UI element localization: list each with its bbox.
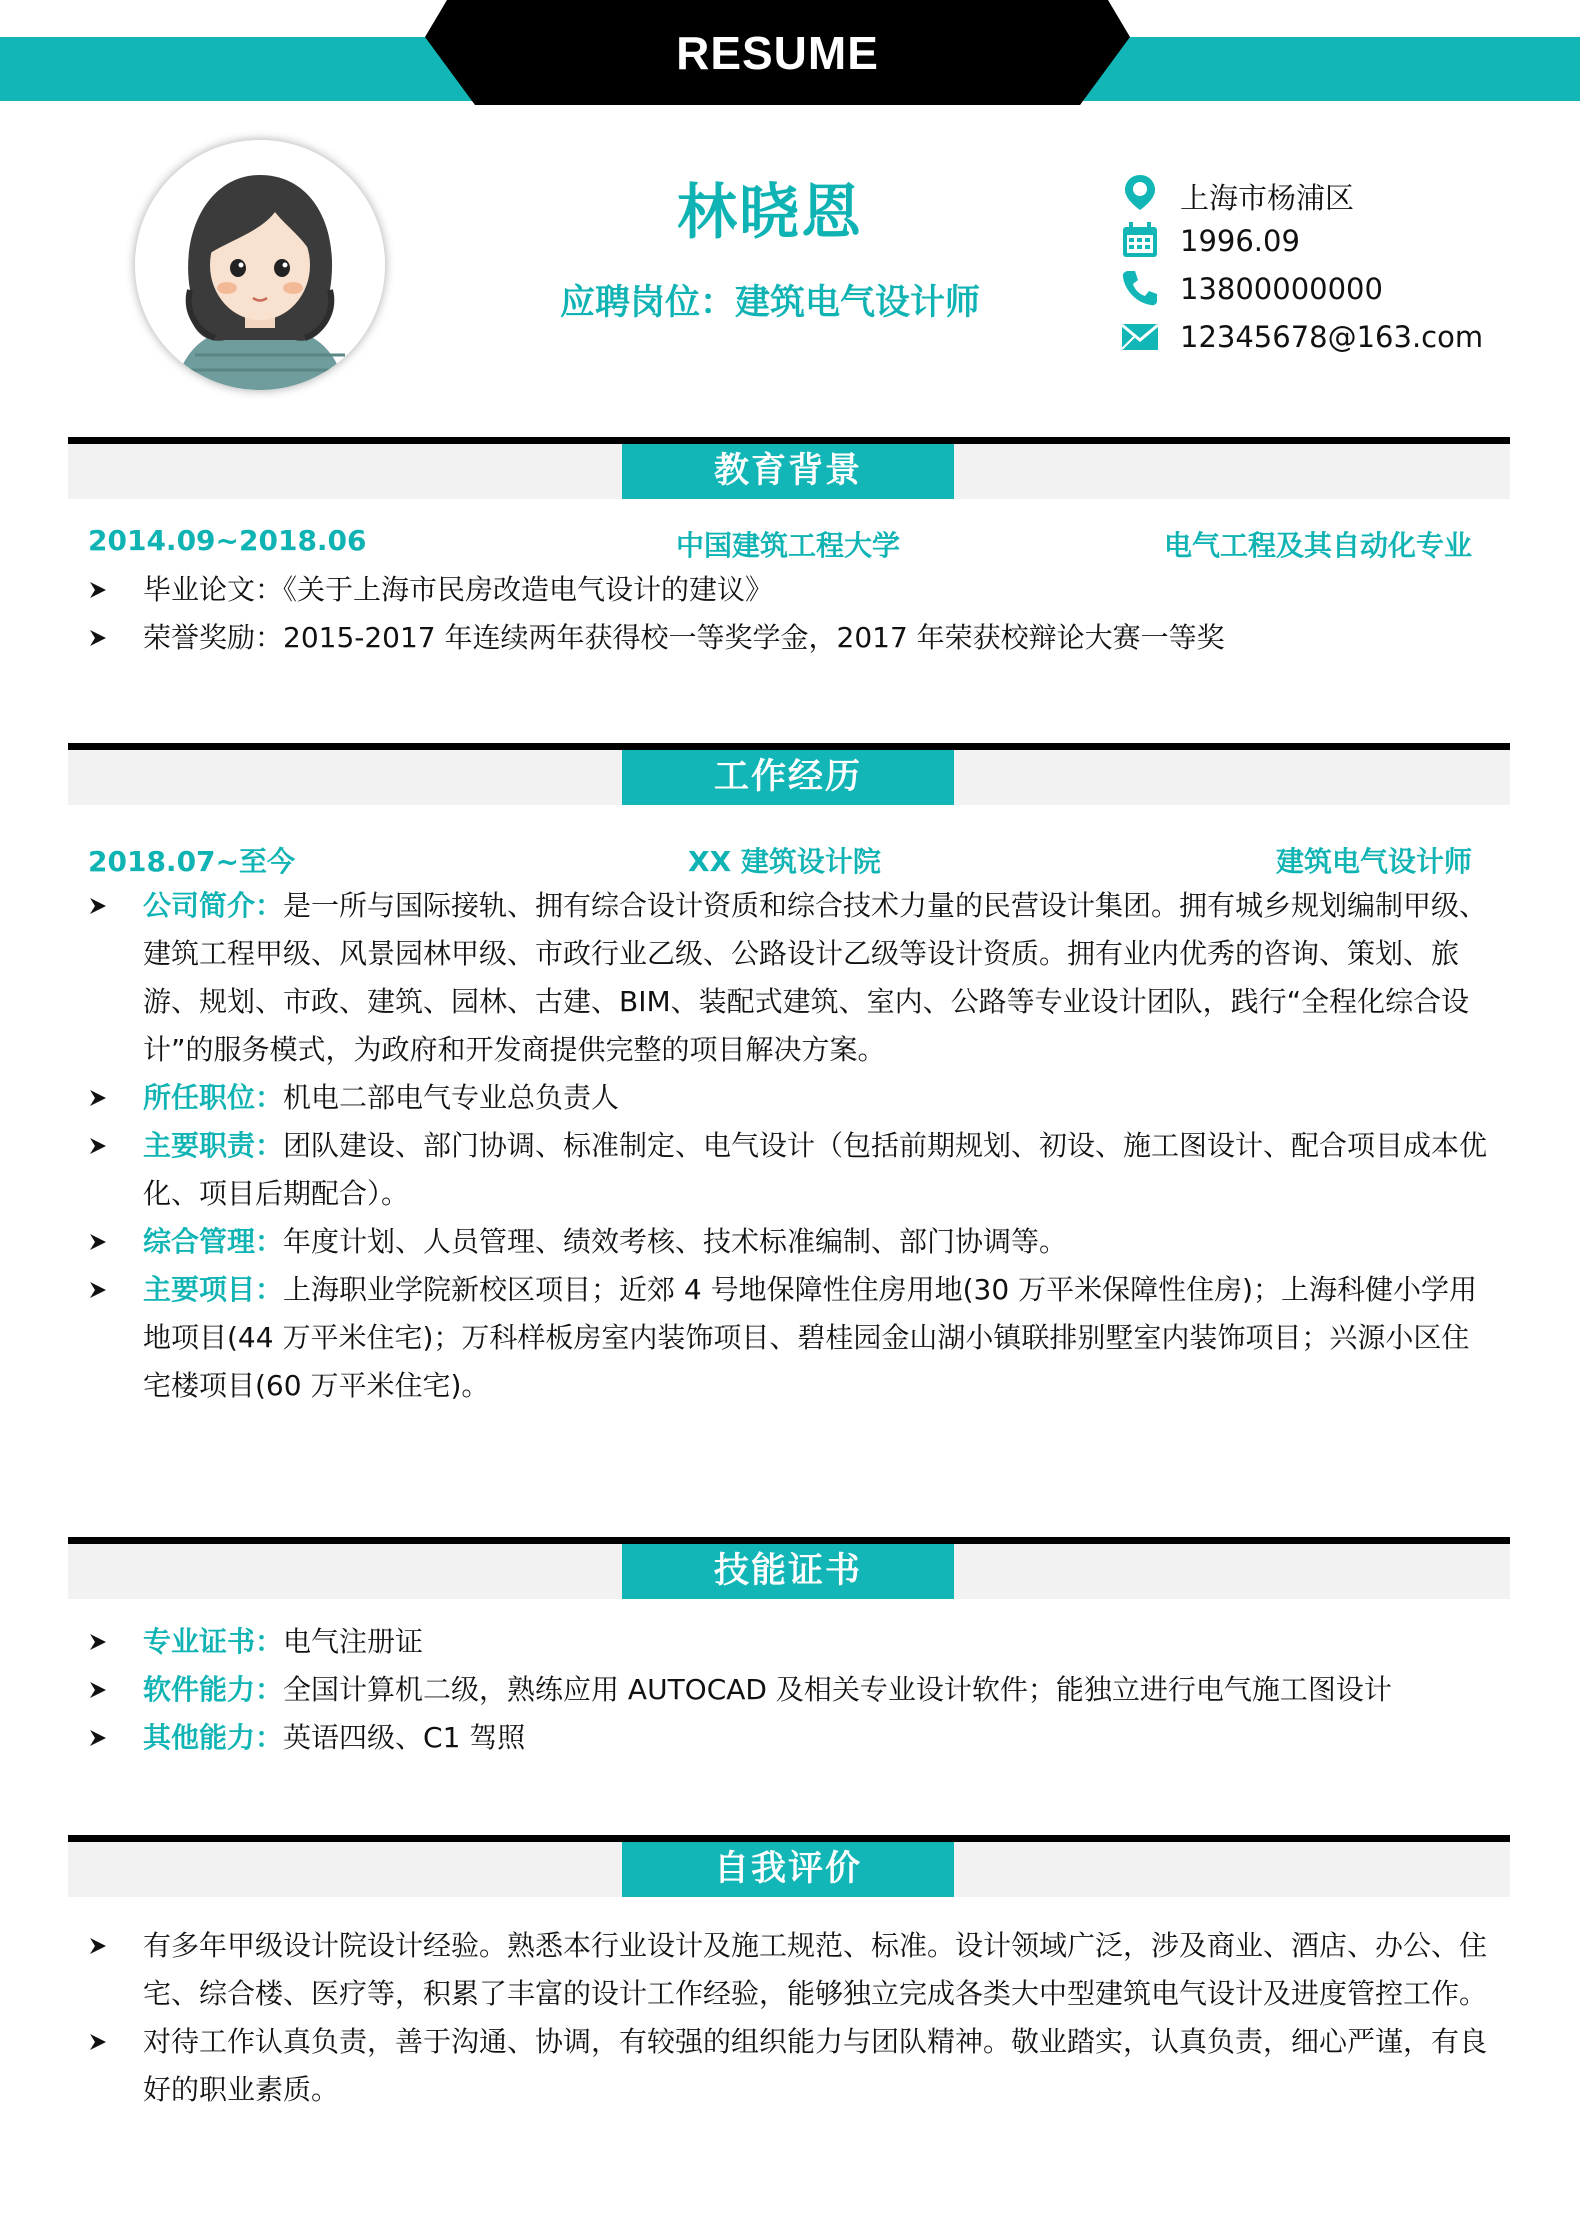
skills-item-key: 软件能力：: [143, 1673, 284, 1706]
self-list: [88, 1922, 1488, 2114]
work-item-text: 是一所与国际接轨、拥有综合设计资质和综合技术力量的民营设计集团。拥有城乡规划编制甲级、建筑工程甲级、风景园林甲级、市政行业乙级、公路设计乙级等设计资质。拥有业内优秀的咨询、策划、旅游、规划、市政、建筑、园林、古建、BIM、装配式建筑、室内、公路等专业设计团队，践行“全程化综合设计”的服务模式，为政府和开发商提供完整的项目解决方案。: [143, 889, 1488, 1066]
contact-email: [1120, 316, 1540, 356]
arrow-bullet-icon: [88, 1122, 118, 1170]
work-item-key: 所任职位：: [143, 1081, 284, 1114]
mail-icon: [1120, 316, 1160, 356]
contact-phone: [1120, 268, 1540, 308]
work-item-key: 主要项目：: [143, 1273, 284, 1306]
self-item-text: 有多年甲级设计院设计经验。熟悉本行业设计及施工规范、标准。设计领域广泛，涉及商业、酒店、办公、住宅、综合楼、医疗等，积累了丰富的设计工作经验，能够独立完成各类大中型建筑电气设计及进度管控工作。: [143, 1929, 1488, 2010]
work-item-duties: [88, 1122, 1488, 1218]
arrow-bullet-icon: [88, 1618, 118, 1666]
skills-item-text: 全国计算机二级，熟练应用 AUTOCAD 及相关专业设计软件；能独立进行电气施工图设计: [283, 1673, 1392, 1706]
skills-heading: 技能证书: [622, 1544, 954, 1599]
contact-birth: [1120, 220, 1540, 260]
education-major: 电气工程及其自动化专业: [1164, 529, 1473, 562]
location-pin-icon: [1120, 172, 1160, 212]
arrow-bullet-icon: [88, 1714, 118, 1762]
skills-item: [88, 1666, 1488, 1714]
candidate-name: 林晓恩: [677, 178, 863, 248]
work-item-key: 综合管理：: [143, 1225, 284, 1258]
self-rule: [68, 1835, 1510, 1842]
skills-item-text: 电气注册证: [283, 1625, 424, 1658]
arrow-bullet-icon: [88, 614, 118, 662]
work-item-text: 团队建设、部门协调、标准制定、电气设计（包括前期规划、初设、施工图设计、配合项目成本优化、项目后期配合）。: [143, 1129, 1488, 1210]
skills-item: [88, 1618, 1488, 1666]
work-company: XX 建筑设计院: [688, 845, 881, 878]
resume-title: RESUME: [676, 27, 879, 79]
work-item-text: 机电二部电气专业总负责人: [283, 1081, 620, 1114]
work-position: 建筑电气设计师: [1276, 845, 1473, 878]
work-item-management: [88, 1218, 1488, 1266]
contact-email-text: 12345678@163.com: [1180, 320, 1484, 354]
education-heading: 教育背景: [622, 444, 954, 499]
phone-icon: [1120, 268, 1160, 308]
work-item-company-intro: [88, 882, 1488, 1074]
avatar-illustration: [135, 140, 385, 390]
education-rule: [68, 437, 1510, 444]
skills-item-key: 专业证书：: [143, 1625, 284, 1658]
self-item-text: 对待工作认真负责，善于沟通、协调，有较强的组织能力与团队精神。敬业踏实，认真负责，细心严谨，有良好的职业素质。: [143, 2025, 1488, 2106]
work-heading: 工作经历: [622, 750, 954, 805]
self-heading: 自我评价: [622, 1842, 954, 1897]
work-item-text: 年度计划、人员管理、绩效考核、技术标准编制、部门协调等。: [283, 1225, 1068, 1258]
banner-title-plate: [425, 0, 1130, 105]
calendar-icon: [1120, 220, 1160, 260]
arrow-bullet-icon: [88, 1666, 118, 1714]
skills-item-key: 其他能力：: [143, 1721, 284, 1754]
self-item: [88, 2018, 1488, 2114]
arrow-bullet-icon: [88, 1922, 118, 1970]
work-list: [88, 882, 1488, 1410]
arrow-bullet-icon: [88, 1218, 118, 1266]
contact-location-text: 上海市杨浦区: [1180, 181, 1355, 215]
education-item-text: 毕业论文：《关于上海市民房改造电气设计的建议》: [143, 573, 774, 606]
work-item-key: 主要职责：: [143, 1129, 284, 1162]
work-item-text: 上海职业学院新校区项目；近郊 4 号地保障性住房用地(30 万平米保障性住房)；上海科健小学用地项目(44 万平米住宅)；万科样板房室内装饰项目、碧桂园金山湖小镇联排别墅室内装饰项目；兴源小区住宅楼项目(60 万平米住宅)。: [143, 1273, 1478, 1402]
education-list: [88, 566, 1488, 662]
work-item-key: 公司简介：: [143, 889, 284, 922]
work-item-role: [88, 1074, 1488, 1122]
arrow-bullet-icon: [88, 566, 118, 614]
education-school: 中国建筑工程大学: [676, 529, 901, 562]
job-target: 应聘岗位：建筑电气设计师: [559, 283, 980, 323]
skills-list: [88, 1618, 1488, 1762]
self-item: [88, 1922, 1488, 2018]
education-item: [88, 614, 1488, 662]
skills-item: [88, 1714, 1488, 1762]
work-item-projects: [88, 1266, 1488, 1410]
arrow-bullet-icon: [88, 1266, 118, 1314]
arrow-bullet-icon: [88, 882, 118, 930]
skills-rule: [68, 1537, 1510, 1544]
contact-birth-text: 1996.09: [1180, 224, 1300, 258]
education-period: 2014.09~2018.06: [88, 524, 367, 557]
arrow-bullet-icon: [88, 2018, 118, 2066]
education-item-text: 荣誉奖励：2015-2017 年连续两年获得校一等奖学金，2017 年荣获校辩论大赛一等奖: [143, 621, 1225, 654]
contact-location: [1120, 172, 1540, 215]
education-item: [88, 566, 1488, 614]
arrow-bullet-icon: [88, 1074, 118, 1122]
avatar: [135, 140, 385, 390]
work-period: 2018.07~至今: [88, 845, 295, 878]
skills-item-text: 英语四级、C1 驾照: [283, 1721, 526, 1754]
work-rule: [68, 743, 1510, 750]
contact-phone-text: 13800000000: [1180, 272, 1383, 306]
